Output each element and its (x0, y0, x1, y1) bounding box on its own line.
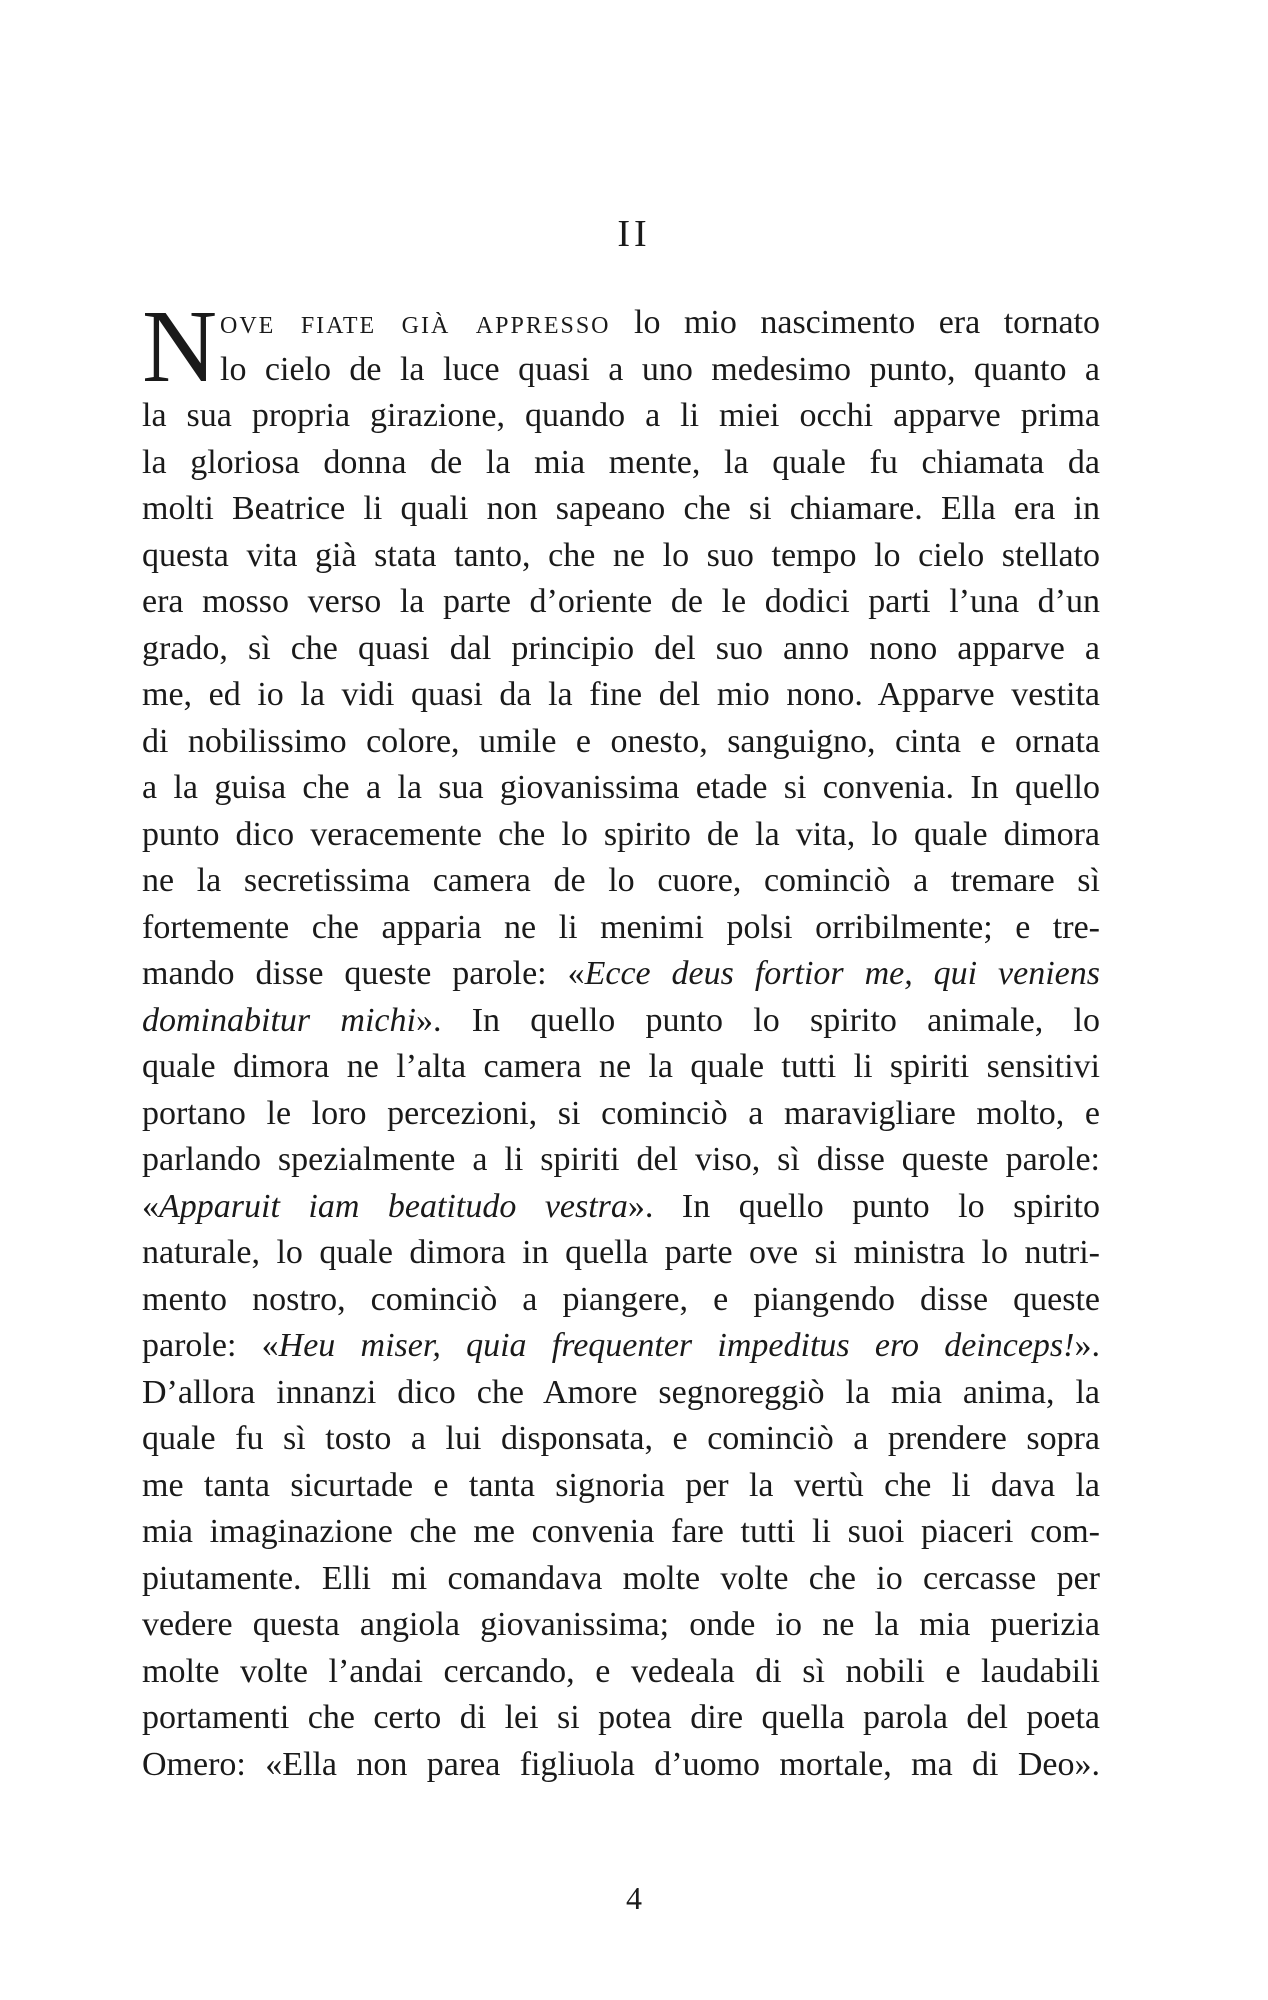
text-line: quale fu sì tosto a lui disponsata, e cominciò a prendere sopra (142, 1420, 1100, 1457)
text-line: Omero: «Ella non parea figliuola d’uomo mortale, ma di Deo». (142, 1745, 1100, 1783)
latin-quote: Heu miser, quia frequenter impeditus ero deinceps! (278, 1327, 1075, 1364)
text-line: piutamente. Elli mi comandava molte volte che io cercasse per (142, 1559, 1100, 1597)
text-line: quale dimora ne l’alta camera ne la quale tutti li spiriti sensitivi (142, 1048, 1100, 1085)
text-line (142, 998, 1100, 1045)
text-line: fortemente che apparia ne li menimi polsi orribilmente; e tre- (142, 908, 1100, 946)
body-text (142, 289, 1101, 1788)
latin-quote: Apparuit iam beatitudo vestra (159, 1187, 628, 1225)
text-line: D’allora innanzi dico che Amore segnoreggiò la mia anima, la (142, 1373, 1100, 1411)
text-segment: « (142, 1187, 159, 1225)
opening-paragraph-start (142, 289, 1100, 404)
page-number: 4 (626, 1880, 642, 1916)
text-segment: mando disse queste parole: « (142, 955, 585, 992)
text-line: parlando spezialmente a li spiriti del viso, sì disse queste parole: (142, 1141, 1100, 1178)
latin-quote: Ecce deus fortior me, qui veniens (584, 955, 1100, 992)
text-line: vedere questa angiola giovanissima; onde io ne la mia puerizia (142, 1606, 1100, 1643)
text-line (142, 1323, 1100, 1370)
opening-small-caps: ove fiate già appresso (220, 304, 611, 341)
text-segment: ». In quello punto lo spirito (627, 1187, 1101, 1225)
text-line: a la guisa che a la sua giovanissima etade si convenia. In quello (142, 769, 1100, 806)
text-segment: ». (1074, 1327, 1100, 1364)
text-line: me tanta sicurtade e tanta signoria per la vertù che li dava la (142, 1466, 1100, 1504)
text-line: mia imaginazione che me convenia fare tutti li suoi piaceri com- (142, 1513, 1100, 1550)
text-line (142, 951, 1100, 998)
text-line: la gloriosa donna de la mia mente, la quale fu chiamata da (142, 443, 1100, 481)
text-line: questa vita già stata tanto, che ne lo suo tempo lo cielo stellato (142, 536, 1100, 574)
text-line: me, ed io la vidi quasi da la fine del mio nono. Apparve vestita (142, 676, 1100, 713)
text-line: molte volte l’andai cercando, e vedeala di sì nobili e laudabili (142, 1652, 1100, 1690)
text-line: naturale, lo quale dimora in quella parte ove si ministra lo nutri- (142, 1234, 1100, 1271)
text-segment: ». In quello punto lo spirito animale, lo (415, 1001, 1100, 1039)
text-segment: parole: « (142, 1327, 279, 1364)
text-line: la sua propria girazione, quando a li miei occhi apparve prima (142, 397, 1100, 434)
text-line: molti Beatrice li quali non sapeano che si chiamare. Ella era in (142, 490, 1100, 527)
drop-cap: N (142, 289, 218, 404)
text-line: portamenti che certo di lei si potea dire quella parola del poeta (142, 1699, 1100, 1736)
text-line: punto dico veracemente che lo spirito de la vita, lo quale dimora (142, 815, 1100, 853)
text-line: grado, sì che quasi dal principio del suo anno nono apparve a (142, 629, 1100, 667)
latin-quote: dominabitur michi (142, 1001, 416, 1039)
text-line (142, 1184, 1100, 1231)
text-line: ne la secretissima camera de lo cuore, cominciò a tremare sì (142, 862, 1100, 899)
opening-line-rest: lo mio nascimento era tornato (610, 304, 1100, 341)
text-line: di nobilissimo colore, umile e onesto, sanguigno, cinta e ornata (142, 722, 1100, 760)
text-line (142, 300, 1100, 347)
text-line: portano le loro percezioni, si cominciò a maravigliare molto, e (142, 1094, 1100, 1132)
text-line: lo cielo de la luce quasi a uno medesimo punto, quanto a (220, 350, 1100, 388)
chapter-number: II (617, 213, 651, 255)
text-line: mento nostro, cominciò a piangere, e piangendo disse queste (142, 1280, 1100, 1318)
text-line: era mosso verso la parte d’oriente de le dodici parti l’una d’un (142, 583, 1100, 620)
